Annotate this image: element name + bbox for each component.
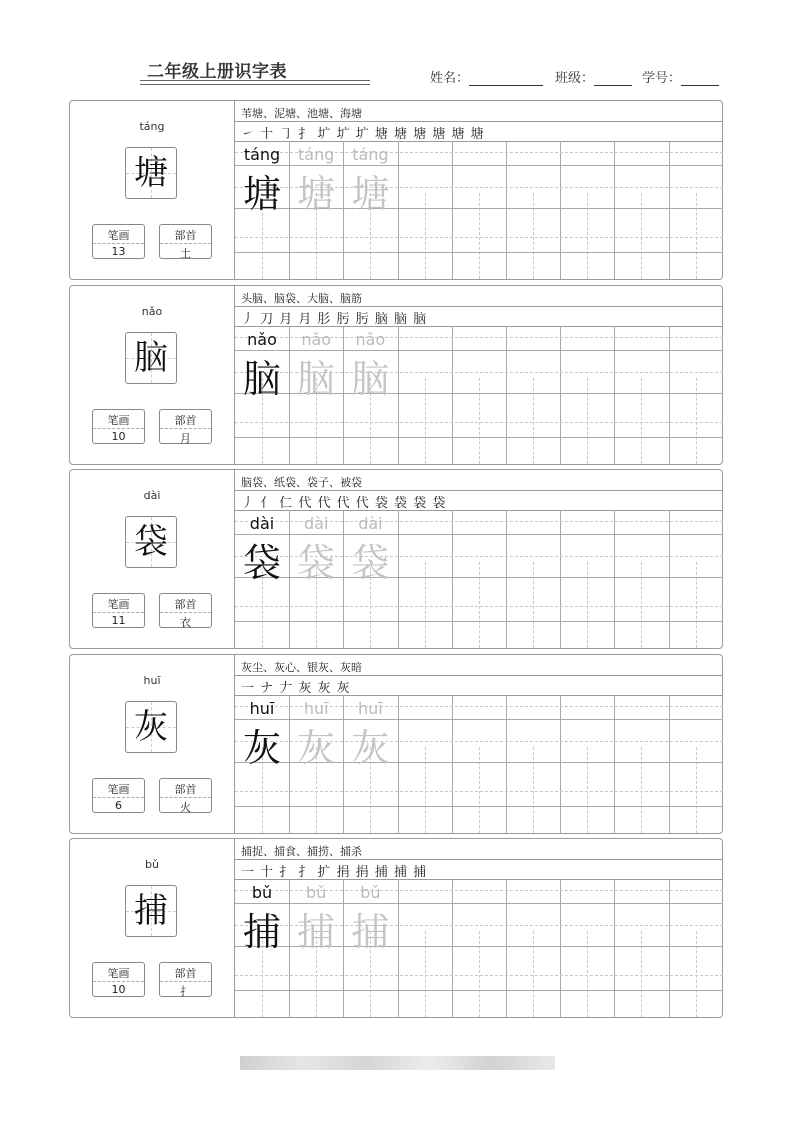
char-pinyin: dài [143,489,161,502]
practice-pinyin: nǎo [247,330,277,349]
stroke-count-value: 13 [111,245,126,258]
practice-pinyin: huī [358,699,383,718]
char-box [125,885,177,937]
char-pinyin: táng [139,120,165,133]
radical-value: 衣 [180,616,191,629]
practice-pinyin: táng [243,145,281,164]
grid-col-dash [587,747,588,833]
practice-pinyin: huī [249,699,275,718]
practice-panel [235,655,723,833]
grid-col-dash [479,931,480,1017]
grid-col-line [614,326,615,464]
grid-col-dash [587,931,588,1017]
grid-col-dash [696,562,697,648]
radical-label: 部首 [174,598,197,611]
grid-col-dash [587,378,588,464]
radical-value: 土 [180,247,191,260]
practice-char: 袋 [297,541,336,585]
class-blank[interactable] [594,71,632,86]
grid-col-dash [425,747,426,833]
word-list: 头脑、脑袋、大脑、脑筋 [241,292,362,305]
grid-col-dash [425,931,426,1017]
practice-pinyin: dài [249,514,275,533]
grid-row-line [235,437,723,438]
grid-row-dash [235,791,723,792]
stroke-count-divider [93,428,144,429]
character-card [69,654,723,834]
practice-pinyin: bǔ [360,883,381,902]
grid-col-dash [479,378,480,464]
grid-col-line [560,879,561,1017]
practice-pinyin: nǎo [301,330,332,349]
grid-col-dash [425,378,426,464]
row-divider [235,121,723,122]
practice-char: 袋 [351,541,390,585]
number-blank[interactable] [681,71,719,86]
radical-box [159,593,212,628]
practice-pinyin: táng [352,145,389,164]
practice-pinyin: dài [303,514,329,533]
grid-col-dash [641,562,642,648]
practice-char: 塘 [351,172,390,216]
char-box [125,332,177,384]
radical-divider [160,243,211,244]
practice-panel [235,101,723,279]
stroke-count-box [92,593,145,628]
practice-panel [235,470,723,648]
stroke-count-divider [93,612,144,613]
grid-col-dash [479,747,480,833]
radical-divider [160,612,211,613]
grid-row-line [235,990,723,991]
word-list: 灰尘、灰心、银灰、灰暗 [241,661,362,674]
grid-row-line [235,719,723,720]
class-field[interactable] [555,67,632,86]
grid-col-line [398,695,399,833]
stroke-order: 一 十 扌 扌 扩 捐 捐 捕 捕 捕 [241,865,428,880]
stroke-count-label: 笔画 [107,967,130,980]
char-info-panel [70,470,235,648]
stroke-count-label: 笔画 [107,598,130,611]
char-glyph: 灰 [134,707,168,747]
grid-col-dash [479,193,480,279]
grid-col-line [506,326,507,464]
practice-pinyin: huī [303,699,329,718]
grid-row-line [235,252,723,253]
char-glyph: 塘 [134,153,168,193]
class-label: 班级： [555,71,595,86]
practice-grid[interactable] [235,326,723,464]
row-divider [235,306,723,307]
practice-pinyin: táng [298,145,335,164]
practice-pinyin: dài [358,514,383,533]
grid-col-line [614,510,615,648]
grid-col-dash [533,931,534,1017]
radical-divider [160,797,211,798]
title-underline [140,80,370,81]
stroke-count-divider [93,243,144,244]
grid-row-dash [235,975,723,976]
practice-char: 塘 [297,172,336,216]
title-underline-2 [140,84,370,85]
char-pinyin: nǎo [141,305,163,318]
radical-box [159,778,212,813]
grid-col-dash [641,193,642,279]
grid-col-dash [641,378,642,464]
grid-row-line [235,534,723,535]
char-glyph: 袋 [134,522,168,562]
name-blank[interactable] [469,71,543,86]
stroke-count-label: 笔画 [107,414,130,427]
grid-col-dash [696,747,697,833]
grid-col-dash [696,378,697,464]
grid-col-line [398,326,399,464]
practice-panel [235,839,723,1017]
stroke-order: 丿 亻 仁 代 代 代 代 袋 袋 袋 袋 [241,496,447,511]
grid-row-line [235,806,723,807]
practice-char: 脑 [242,357,281,401]
grid-col-dash [696,193,697,279]
grid-col-dash [425,193,426,279]
char-pinyin: huī [143,674,161,687]
char-info-panel [70,839,235,1017]
practice-panel [235,286,723,464]
grid-col-line [398,879,399,1017]
character-card [69,469,723,649]
radical-value: 扌 [180,985,191,998]
practice-char: 灰 [297,726,336,770]
grid-col-line [506,510,507,648]
practice-pinyin: bǔ [306,883,327,902]
word-list: 苇塘、泥塘、池塘、海塘 [241,107,362,120]
radical-label: 部首 [174,414,197,427]
radical-divider [160,428,211,429]
practice-char: 塘 [242,172,281,216]
grid-row-dash [235,606,723,607]
radical-value: 月 [180,432,191,445]
grid-col-line [398,141,399,279]
stroke-count-value: 6 [115,799,122,812]
practice-grid[interactable] [235,141,723,279]
grid-col-line [560,695,561,833]
practice-pinyin: nǎo [355,330,386,349]
grid-col-line [506,695,507,833]
stroke-count-divider [93,797,144,798]
number-field[interactable] [642,67,719,86]
row-divider [235,490,723,491]
practice-char: 脑 [297,357,336,401]
radical-divider [160,981,211,982]
grid-col-line [452,695,453,833]
char-glyph: 捕 [134,891,168,931]
practice-char: 捕 [297,910,336,954]
practice-char: 灰 [351,726,390,770]
radical-box [159,224,212,259]
row-divider [235,675,723,676]
radical-box [159,409,212,444]
practice-grid[interactable] [235,695,723,833]
grid-col-line [669,695,670,833]
practice-pinyin: bǔ [251,883,273,902]
char-info-panel [70,101,235,279]
char-box [125,147,177,199]
practice-char: 捕 [242,910,281,954]
grid-row-line [235,165,723,166]
radical-box [159,962,212,997]
char-info-panel [70,286,235,464]
stroke-count-label: 笔画 [107,783,130,796]
grid-col-dash [425,562,426,648]
grid-col-line [452,879,453,1017]
number-label: 学号： [642,71,682,86]
grid-col-line [452,141,453,279]
grid-col-line [669,141,670,279]
page-title: 二年级上册识字表 [147,62,287,82]
grid-col-line [506,879,507,1017]
grid-col-line [506,141,507,279]
radical-label: 部首 [174,967,197,980]
grid-col-line [614,695,615,833]
grid-col-dash [533,747,534,833]
grid-col-dash [641,747,642,833]
word-list: 脑袋、纸袋、袋子、被袋 [241,476,362,489]
radical-label: 部首 [174,229,197,242]
practice-char: 脑 [351,357,390,401]
char-box [125,701,177,753]
grid-row-line [235,903,723,904]
stroke-order: ㇀ 十 ㇆ 扌 圹 圹 圹 塘 塘 塘 塘 塘 塘 [241,127,485,142]
stroke-count-box [92,778,145,813]
grid-col-dash [696,931,697,1017]
grid-col-line [669,879,670,1017]
practice-char: 灰 [242,726,281,770]
grid-row-dash [235,237,723,238]
grid-col-line [452,510,453,648]
practice-grid[interactable] [235,879,723,1017]
grid-row-line [235,350,723,351]
grid-col-line [614,879,615,1017]
grid-col-dash [533,562,534,648]
grid-col-dash [533,378,534,464]
character-card [69,285,723,465]
grid-col-line [614,141,615,279]
char-box [125,516,177,568]
stroke-count-box [92,224,145,259]
stroke-count-box [92,409,145,444]
grid-col-dash [641,931,642,1017]
word-list: 捕捉、捕食、捕捞、捕杀 [241,845,362,858]
character-card [69,100,723,280]
grid-col-line [669,326,670,464]
stroke-count-value: 10 [111,983,126,996]
char-glyph: 脑 [134,338,168,378]
grid-col-dash [479,562,480,648]
grid-col-dash [587,562,588,648]
practice-char: 袋 [242,541,281,585]
grid-col-line [669,510,670,648]
radical-value: 火 [180,801,191,814]
stroke-count-value: 10 [111,430,126,443]
stroke-order: 一 ナ 𠂇 灰 灰 灰 [241,681,351,696]
stroke-count-divider [93,981,144,982]
radical-label: 部首 [174,783,197,796]
stroke-count-box [92,962,145,997]
grid-col-line [452,326,453,464]
grid-col-line [560,141,561,279]
name-field[interactable] [430,67,543,86]
practice-grid[interactable] [235,510,723,648]
stroke-count-value: 11 [111,614,126,627]
row-divider [235,859,723,860]
char-pinyin: bǔ [145,858,159,871]
grid-row-line [235,621,723,622]
grid-col-line [398,510,399,648]
name-label: 姓名： [430,71,470,86]
char-info-panel [70,655,235,833]
character-card [69,838,723,1018]
grid-row-dash [235,422,723,423]
grid-col-dash [533,193,534,279]
grid-col-dash [587,193,588,279]
blurred-footer [240,1056,555,1070]
stroke-count-label: 笔画 [107,229,130,242]
grid-col-line [560,326,561,464]
practice-char: 捕 [351,910,390,954]
stroke-order: 丿 刀 月 月 肜 肟 肟 脑 脑 脑 [241,312,428,327]
grid-col-line [560,510,561,648]
